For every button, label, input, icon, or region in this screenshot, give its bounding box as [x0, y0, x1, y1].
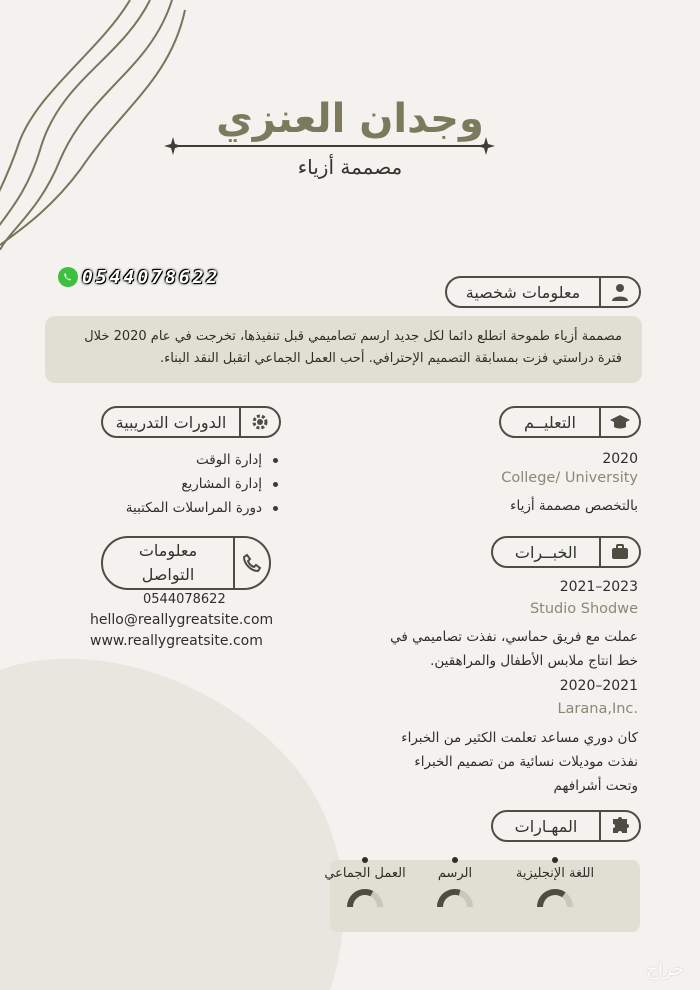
skill-dot [451, 856, 459, 864]
skill-gauge-fill [440, 892, 460, 907]
job-company: Larana,Inc. [557, 701, 638, 717]
section-heading-experience [491, 536, 641, 568]
profile-summary: مصممة أزياء طموحة اتطلع دائما لكل جديد ارسم تصاميمي قبل تنفيذها، تخرجت في عام 2020 خلال فترة دراستي فزت بمسابقة التصميم الإحترافي. أحب العمل الجماعي اتقبل النقد البناء. [45, 316, 642, 383]
title-divider [178, 145, 482, 147]
skills-heading: المهـارات [514, 816, 578, 836]
section-heading-courses [101, 406, 281, 438]
job-period: 2021–2023 [559, 579, 638, 595]
section-heading-skills [491, 810, 641, 842]
user-icon [599, 278, 639, 306]
profile-heading: معلومات شخصية [465, 282, 581, 302]
skill-gauge [535, 887, 575, 909]
job-description-line: عملت مع فريق حماسي، نفذت تصاميمي في [390, 629, 638, 645]
graduation-cap-icon [599, 408, 639, 436]
watermark-logo: حراج [646, 959, 684, 980]
job-description-line: كان دوري مساعد تعلمت الكثير من الخبراء [401, 730, 638, 746]
contact-heading-line1: معلومات [138, 541, 198, 560]
skill-item [315, 856, 415, 909]
contact-email[interactable]: hello@reallygreatsite.com [90, 612, 274, 628]
job-title: مصممة أزياء [297, 155, 403, 179]
skill-gauge [435, 887, 475, 909]
phone-banner[interactable] [58, 266, 220, 288]
contact-website[interactable]: www.reallygreatsite.com [90, 633, 263, 649]
section-heading-education [499, 406, 641, 438]
phone-icon [233, 538, 269, 588]
job-description-line: خط انتاج ملابس الأطفال والمراهقين. [430, 653, 638, 669]
whatsapp-icon [58, 267, 78, 287]
experience-heading: الخبــرات [514, 542, 578, 562]
list-item: إدارة الوقت [100, 448, 280, 472]
skill-gauge-fill [540, 892, 564, 907]
diamond-ornament-right [477, 137, 495, 155]
skill-item [500, 856, 610, 909]
job-period: 2020–2021 [559, 678, 638, 694]
section-heading-contact [101, 536, 271, 590]
skill-dot [551, 856, 559, 864]
job-description-line: نفذت موديلات نسائية من تصميم الخبراء [414, 754, 638, 770]
decorative-blob [0, 640, 420, 990]
list-item: دورة المراسلات المكتبية [100, 496, 280, 520]
candidate-name: وجدان العنزي [216, 96, 484, 142]
section-heading-profile [445, 276, 641, 308]
list-item: إدارة المشاريع [100, 472, 280, 496]
skill-dot [361, 856, 369, 864]
courses-list [100, 448, 280, 520]
skill-label: العمل الجماعي [324, 866, 406, 881]
briefcase-icon [599, 538, 639, 566]
skill-gauge-fill [350, 892, 372, 907]
gear-icon [239, 408, 279, 436]
education-school: College/ University [501, 470, 638, 486]
puzzle-icon [599, 812, 639, 840]
skill-gauge [345, 887, 385, 909]
skill-item [415, 856, 495, 909]
contact-heading [103, 539, 233, 587]
job-description-line: وتحت أشرافهم [553, 778, 638, 794]
job-company: Studio Shodwe [529, 601, 638, 617]
education-heading: التعليــم [523, 412, 576, 432]
education-major: بالتخصص مصممة أزياء [510, 498, 638, 514]
skill-label: الرسم [437, 866, 473, 881]
courses-heading: الدورات التدريبية [115, 412, 227, 432]
contact-phone[interactable]: 0544078622 [143, 592, 226, 607]
contact-heading-line2: التواصل [141, 565, 195, 584]
phone-banner-number: 0544078622 [82, 266, 221, 288]
skill-label: اللغة الإنجليزية [515, 866, 595, 881]
education-year: 2020 [602, 451, 638, 467]
